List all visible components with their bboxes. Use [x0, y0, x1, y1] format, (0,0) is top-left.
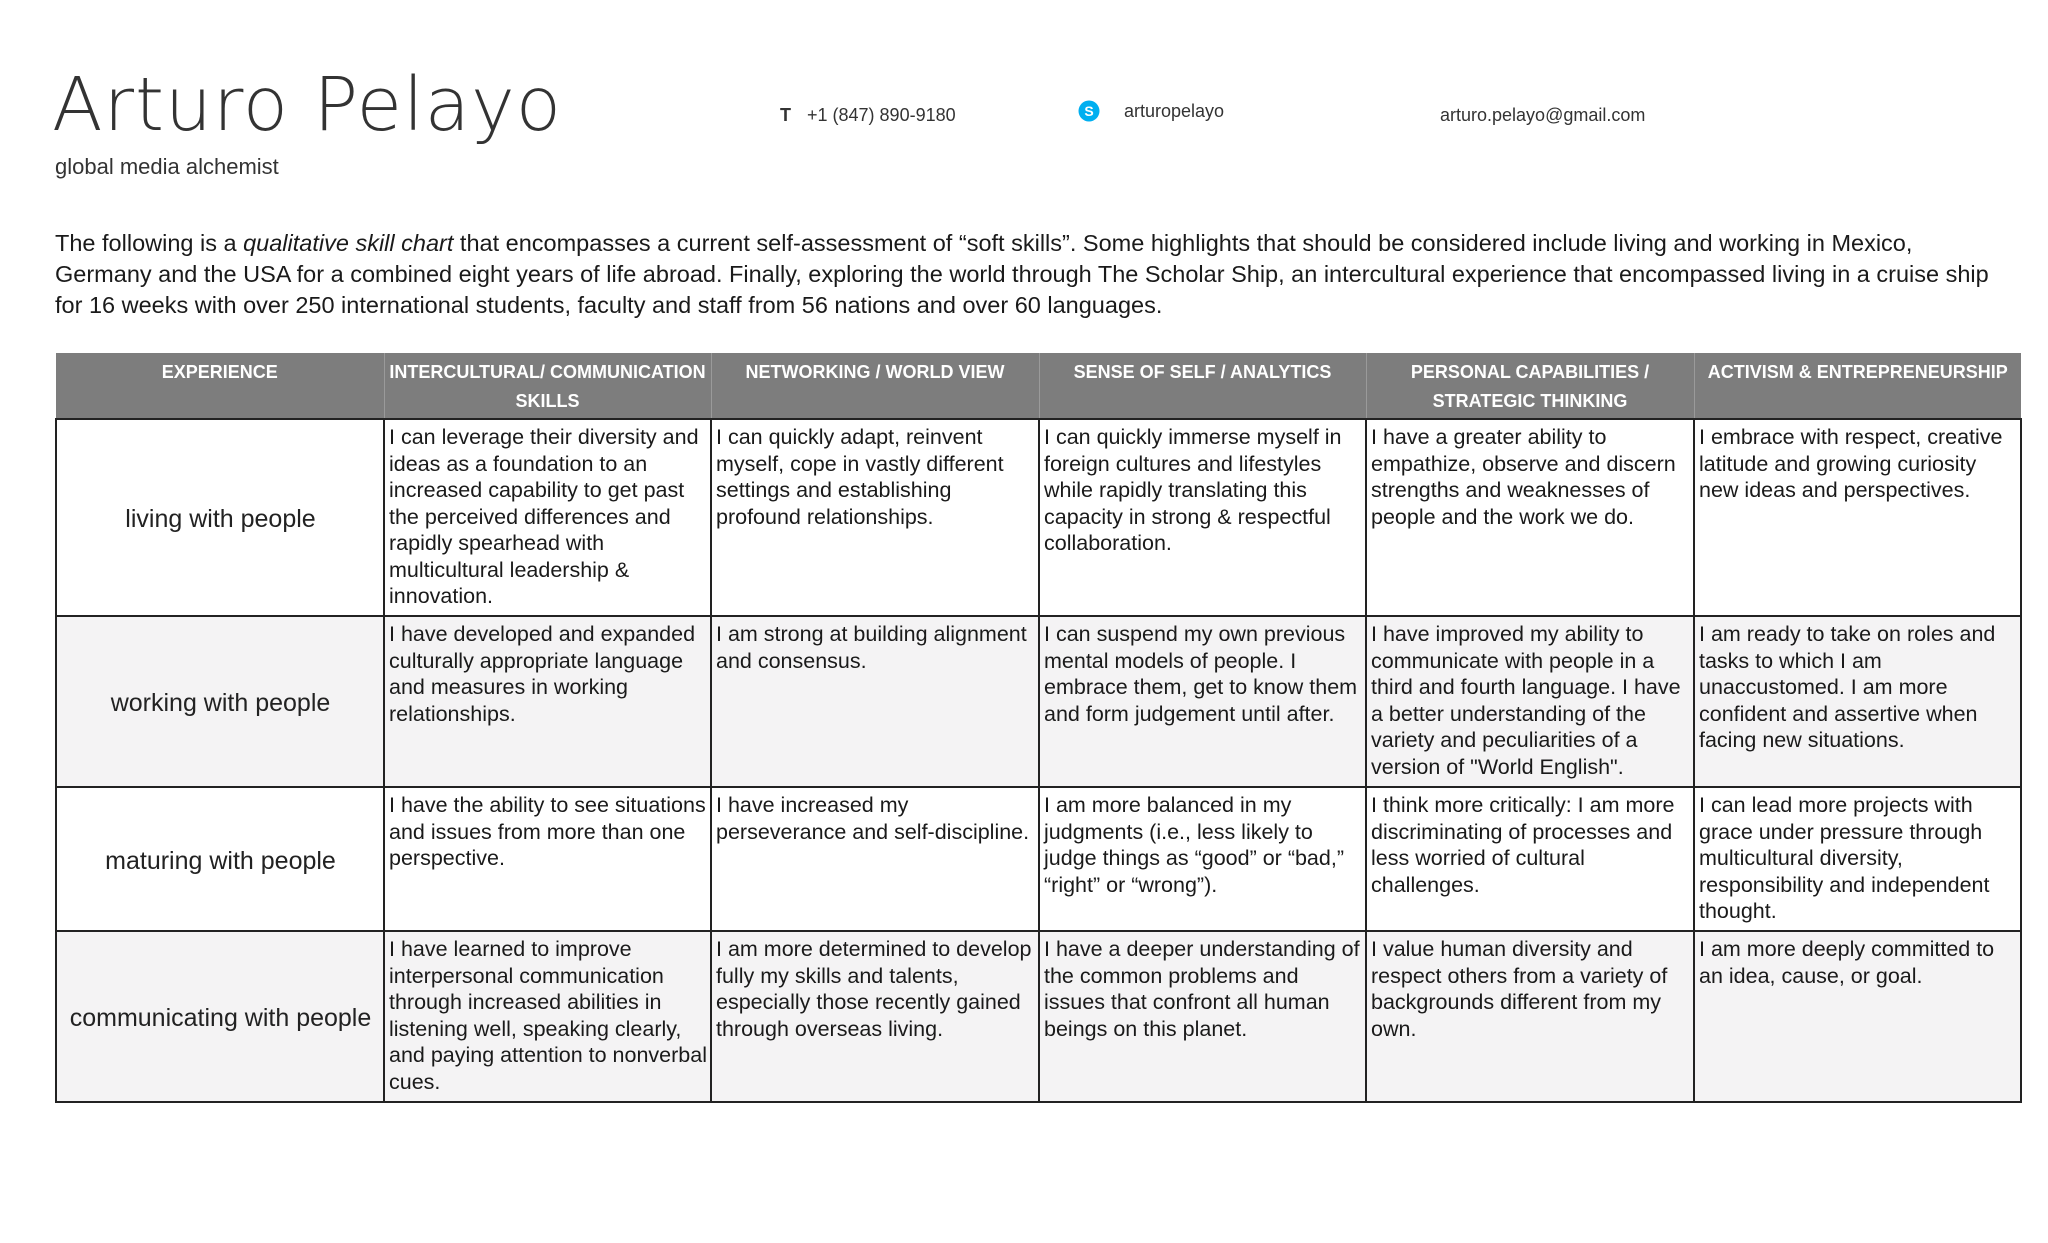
table-row [56, 931, 2021, 1102]
table-cell: I am strong at building alignment and consensus. [711, 616, 1039, 787]
table-cell: I am more deeply committed to an idea, cause, or goal. [1694, 931, 2021, 1102]
person-name: Arturo Pelayo [52, 62, 563, 148]
table-header-row [56, 353, 2021, 419]
table-cell: I am more determined to develop fully my skills and talents, especially those recently gained through overseas living. [711, 931, 1039, 1102]
row-label: living with people [56, 419, 384, 616]
table-cell: I have developed and expanded culturally appropriate language and measures in working relationships. [384, 616, 711, 787]
table-cell: I think more critically: I am more discriminating of processes and less worried of cultural challenges. [1366, 787, 1694, 931]
header-experience: EXPERIENCE [56, 353, 384, 419]
row-label: working with people [56, 616, 384, 787]
table-cell: I am more balanced in my judgments (i.e., less likely to judge things as “good” or “bad,” “right” or “wrong”). [1039, 787, 1366, 931]
skype-handle: arturopelayo [1124, 100, 1225, 121]
svg-text:S: S [1084, 103, 1094, 119]
intro-text-before: The following is a [55, 230, 244, 256]
row-label: communicating with people [56, 931, 384, 1102]
table-cell: I have a deeper understanding of the common problems and issues that confront all human beings on this planet. [1039, 931, 1366, 1102]
table-cell: I can suspend my own previous mental models of people. I embrace them, get to know them and form judgement until after. [1039, 616, 1366, 787]
header-intercultural: INTERCULTURAL/ COMMUNICATION SKILLS [384, 353, 711, 419]
table-row [56, 787, 2021, 931]
table-cell: I can quickly immerse myself in foreign cultures and lifestyles while rapidly translating this capacity in strong & respectful collaboration. [1039, 419, 1366, 616]
skype-icon [1078, 100, 1100, 122]
skype-contact [1078, 100, 1224, 122]
table-cell: I can quickly adapt, reinvent myself, cope in vastly different settings and establishing profound relationships. [711, 419, 1039, 616]
phone-number: +1 (847) 890-9180 [807, 105, 956, 125]
phone-contact [780, 105, 956, 126]
table-cell: I can lead more projects with grace under pressure through multicultural diversity, responsibility and independent thought. [1694, 787, 2021, 931]
table-cell: I embrace with respect, creative latitude and growing curiosity new ideas and perspectives. [1694, 419, 2021, 616]
intro-text-after: that encompasses a current self-assessment of “soft skills”. Some highlights that should be considered include living and working in Mexico, Germany and the USA for a combined eight years of life abroad. Finally, exploring the world through The Scholar Ship, an intercultural experience that encompassed living in a cruise ship for 16 weeks with over 250 international students, faculty and staff from 56 nations and over 60 languages. [55, 230, 1989, 318]
intro-paragraph [55, 228, 2015, 321]
table-cell: I have increased my perseverance and self-discipline. [711, 787, 1039, 931]
row-label: maturing with people [56, 787, 384, 931]
intro-emphasis: qualitative skill chart [243, 230, 454, 256]
header-activism: ACTIVISM & ENTREPRENEURSHIP [1694, 353, 2021, 419]
skill-chart-table [55, 353, 2022, 1103]
table-cell: I have the ability to see situations and issues from more than one perspective. [384, 787, 711, 931]
phone-label: T [780, 105, 791, 125]
table-cell: I have improved my ability to communicate with people in a third and fourth language. I have a better understanding of the variety and peculiarities of a version of "World English". [1366, 616, 1694, 787]
table-cell: I value human diversity and respect others from a variety of backgrounds different from my own. [1366, 931, 1694, 1102]
table-row [56, 419, 2021, 616]
table-cell: I have learned to improve interpersonal communication through increased abilities in listening well, speaking clearly, and paying attention to nonverbal cues. [384, 931, 711, 1102]
table-cell: I can leverage their diversity and ideas as a foundation to an increased capability to get past the perceived differences and rapidly spearhead with multicultural leadership & innovation. [384, 419, 711, 616]
email-contact [1440, 105, 1645, 126]
tagline: global media alchemist [55, 154, 279, 179]
header-sense-of-self: SENSE OF SELF / ANALYTICS [1039, 353, 1366, 419]
header-networking: NETWORKING / WORLD VIEW [711, 353, 1039, 419]
table-row [56, 616, 2021, 787]
header-personal-capabilities: PERSONAL CAPABILITIES / STRATEGIC THINKING [1366, 353, 1694, 419]
email-address: arturo.pelayo@gmail.com [1440, 105, 1646, 125]
table-cell: I have a greater ability to empathize, observe and discern strengths and weaknesses of people and the work we do. [1366, 419, 1694, 616]
table-cell: I am ready to take on roles and tasks to which I am unaccustomed. I am more confident and assertive when facing new situations. [1694, 616, 2021, 787]
